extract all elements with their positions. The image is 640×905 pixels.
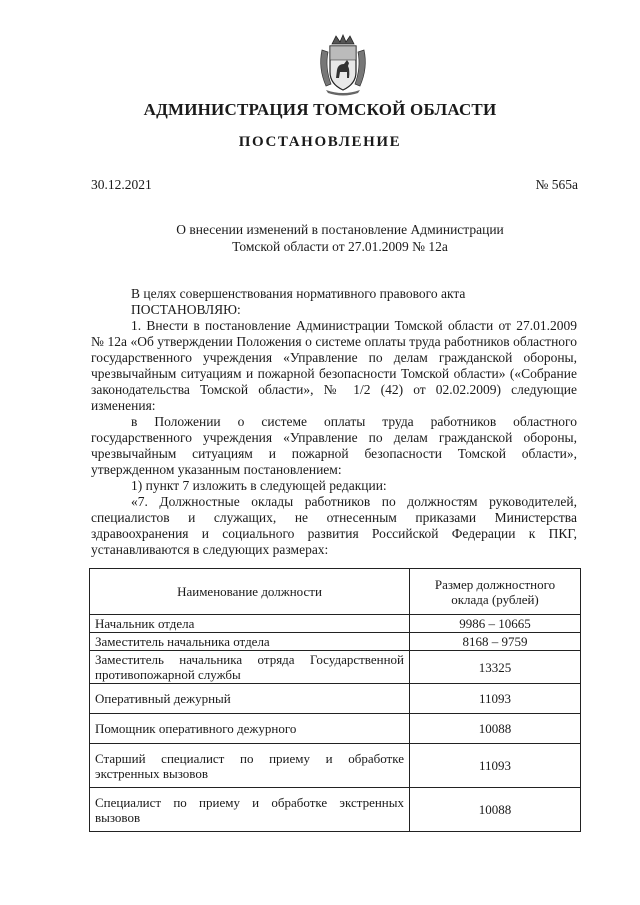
sub-clause-paragraph: 1) пункт 7 изложить в следующей редакции: bbox=[131, 478, 387, 493]
clause-1-paragraph: 1. Внести в постановление Администрации Томской области от 27.01.2009 № 12а «Об утверждении Положения о системе оплаты труда работников областного государственного учреждения «Управление по делам гражданской обороны, чрезвычайным ситуациям и пожарной безопасности Томской области» («Собрание законодательства Томской области», № 1/2 (42) от 02.02.2009) следующие изменения: bbox=[91, 318, 577, 413]
position-cell: Оперативный дежурный bbox=[90, 684, 410, 714]
salary-table bbox=[89, 568, 581, 832]
resolve-word: ПОСТАНОВЛЯЮ: bbox=[131, 302, 241, 317]
document-date: 30.12.2021 bbox=[91, 177, 152, 192]
salary-cell: 11093 bbox=[410, 744, 581, 788]
position-cell: Старший специалист по приему и обработке экстренных вызовов bbox=[90, 744, 410, 788]
table-row bbox=[90, 788, 581, 832]
salary-cell: 11093 bbox=[410, 684, 581, 714]
position-cell: Заместитель начальника отдела bbox=[90, 633, 410, 651]
position-cell: Заместитель начальника отряда Государственной противопожарной службы bbox=[90, 651, 410, 684]
salary-column-header: Размер должностного оклада (рублей) bbox=[410, 569, 581, 615]
salary-cell: 9986 – 10665 bbox=[410, 615, 581, 633]
clause-7-paragraph: «7. Должностные оклады работников по должностям руководителей, специалистов и служащих, не отнесенным приказами Министерства здравоохранения и социального развития Российской Федерации к ПКГ, устанавливаются в следующих размерах: bbox=[91, 494, 577, 557]
position-cell: Начальник отдела bbox=[90, 615, 410, 633]
subject-line-2: Томской области от 27.01.2009 № 12а bbox=[232, 239, 448, 254]
document-subject bbox=[130, 221, 550, 255]
salary-cell: 10088 bbox=[410, 714, 581, 744]
clause-provisions-paragraph: в Положении о системе оплаты труда работников областного государственного учреждения «Управление по делам гражданской обороны, чрезвычайным ситуациям и пожарной безопасности Томской области», утвержденном указанным постановлением: bbox=[91, 414, 577, 477]
position-cell: Помощник оперативного дежурного bbox=[90, 714, 410, 744]
subject-line-1: О внесении изменений в постановление Администрации bbox=[176, 222, 504, 237]
position-cell: Специалист по приему и обработке экстренных вызовов bbox=[90, 788, 410, 832]
salary-cell: 13325 bbox=[410, 651, 581, 684]
preamble-paragraph: В целях совершенствования нормативного правового акта bbox=[131, 286, 466, 301]
table-row bbox=[90, 651, 581, 684]
document-number: № 565а bbox=[535, 177, 578, 192]
table-row bbox=[90, 714, 581, 744]
salary-cell: 10088 bbox=[410, 788, 581, 832]
coat-of-arms-icon bbox=[316, 34, 370, 96]
table-row bbox=[90, 684, 581, 714]
position-column-header: Наименование должности bbox=[90, 569, 410, 615]
document-body bbox=[91, 286, 577, 558]
document-type-title: ПОСТАНОВЛЕНИЕ bbox=[238, 134, 402, 150]
table-header-row bbox=[90, 569, 581, 615]
salary-cell: 8168 – 9759 bbox=[410, 633, 581, 651]
table-row bbox=[90, 633, 581, 651]
table-row bbox=[90, 615, 581, 633]
table-row bbox=[90, 744, 581, 788]
organization-title: АДМИНИСТРАЦИЯ ТОМСКОЙ ОБЛАСТИ bbox=[143, 100, 497, 119]
